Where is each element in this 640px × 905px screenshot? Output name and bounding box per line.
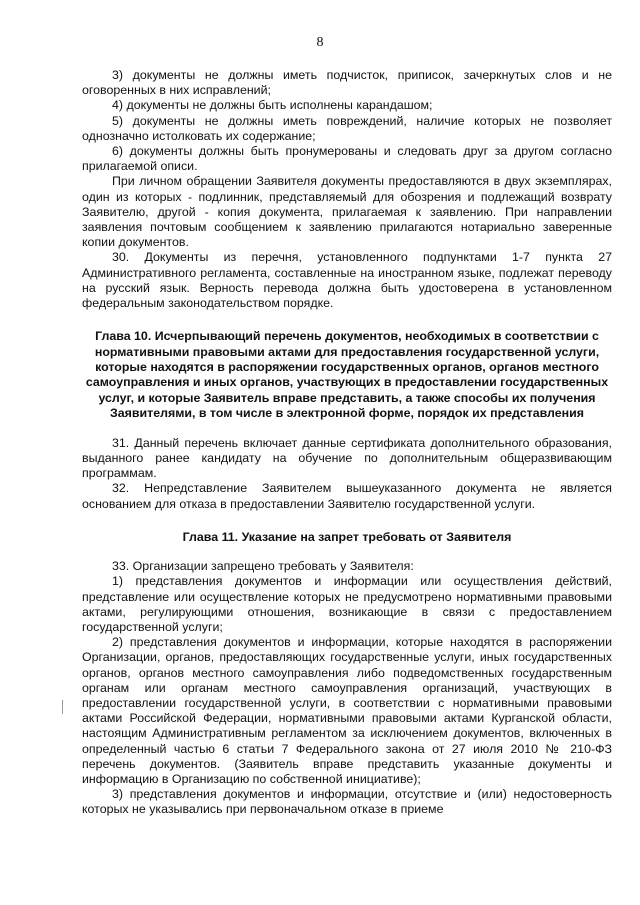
chapter-11-heading: Глава 11. Указание на запрет требовать от Заявителя [182, 529, 512, 544]
paragraph: 1) представления документов и информации или осуществления действий, представление или осуществление которых не предусмотрено нормативными правовыми актами, регулирующими отношения, возникающие в связи с предоставлением государственной услуги; [82, 574, 612, 634]
paragraph: 32. Непредставление Заявителем вышеуказанного документа не является основанием для отказа в предоставлении Заявителю государственной услуги. [82, 481, 612, 511]
paragraph: 31. Данный перечень включает данные сертификата дополнительного образования, выданного ранее кандидату на обучение по дополнительным общеразвивающим программам. [82, 435, 612, 481]
chapter-10-heading: Глава 10. Исчерпывающий перечень документов, необходимых в соответствии с нормативными правовыми актами для предоставления государственной услуги, которые находятся в распоряжении государственных органов, органов местного самоуправления и иных органов, участвующих в предоставлении государственных услуг, и которые Заявитель вправе представить, а также способы их получения Заявителями, в том числе в электронной форме, порядок их представления [85, 329, 609, 421]
document-body [82, 68, 612, 818]
paragraph: 3) документы не должны иметь подчисток, приписок, зачеркнутых слов и не оговоренных в них исправлений; [82, 68, 612, 98]
paragraph: 6) документы должны быть пронумерованы и следовать друг за другом согласно прилагаемой описи. [82, 144, 612, 174]
paragraph: 4) документы не должны быть исполнены карандашом; [112, 98, 433, 113]
paragraph: 2) представления документов и информации, которые находятся в распоряжении Организации, органов, предоставляющих государственные услуги, иных государственных органов, органов местного самоуправления либо подведомственных государственным органам или органам местного самоуправления организаций, участвующих в предоставлении государственной услуги, в соответствии с нормативными правовыми актами Российской Федерации, нормативными правовыми актами Курганской области, настоящим Административным регламентом за исключением документов, включенных в определенный частью 6 статьи 7 Федерального закона от 27 июля 2010 № 210-ФЗ перечень документов. (Заявитель вправе представить указанные документы и информацию в Организацию по собственной инициативе); [82, 635, 612, 786]
paragraph: 30. Документы из перечня, установленного подпунктами 1-7 пункта 27 Административного регламента, составленные на иностранном языке, подлежат переводу на русский язык. Верность перевода должна быть удостоверена в установленном федеральным законодательством порядке. [82, 250, 612, 311]
paragraph: 33. Организации запрещено требовать у Заявителя: [112, 559, 414, 574]
page-number: 8 [316, 35, 324, 50]
paragraph: 3) представления документов и информации, отсутствие и (или) недостоверность которых не указывались при первоначальном отказе в приеме [82, 787, 612, 817]
margin-mark [62, 700, 63, 714]
paragraph: 5) документы не должны иметь повреждений, наличие которых не позволяет однозначно истолковать их содержание; [82, 113, 612, 143]
paragraph: При личном обращении Заявителя документы предоставляются в двух экземплярах, один из которых - подлинник, представляемый для обозрения и подлежащий возврату Заявителю, другой - копия документа, прилагаемая к заявлению. При направлении заявления почтовым сообщением к заявлению прилагаются нотариально заверенные копии документов. [82, 174, 612, 250]
